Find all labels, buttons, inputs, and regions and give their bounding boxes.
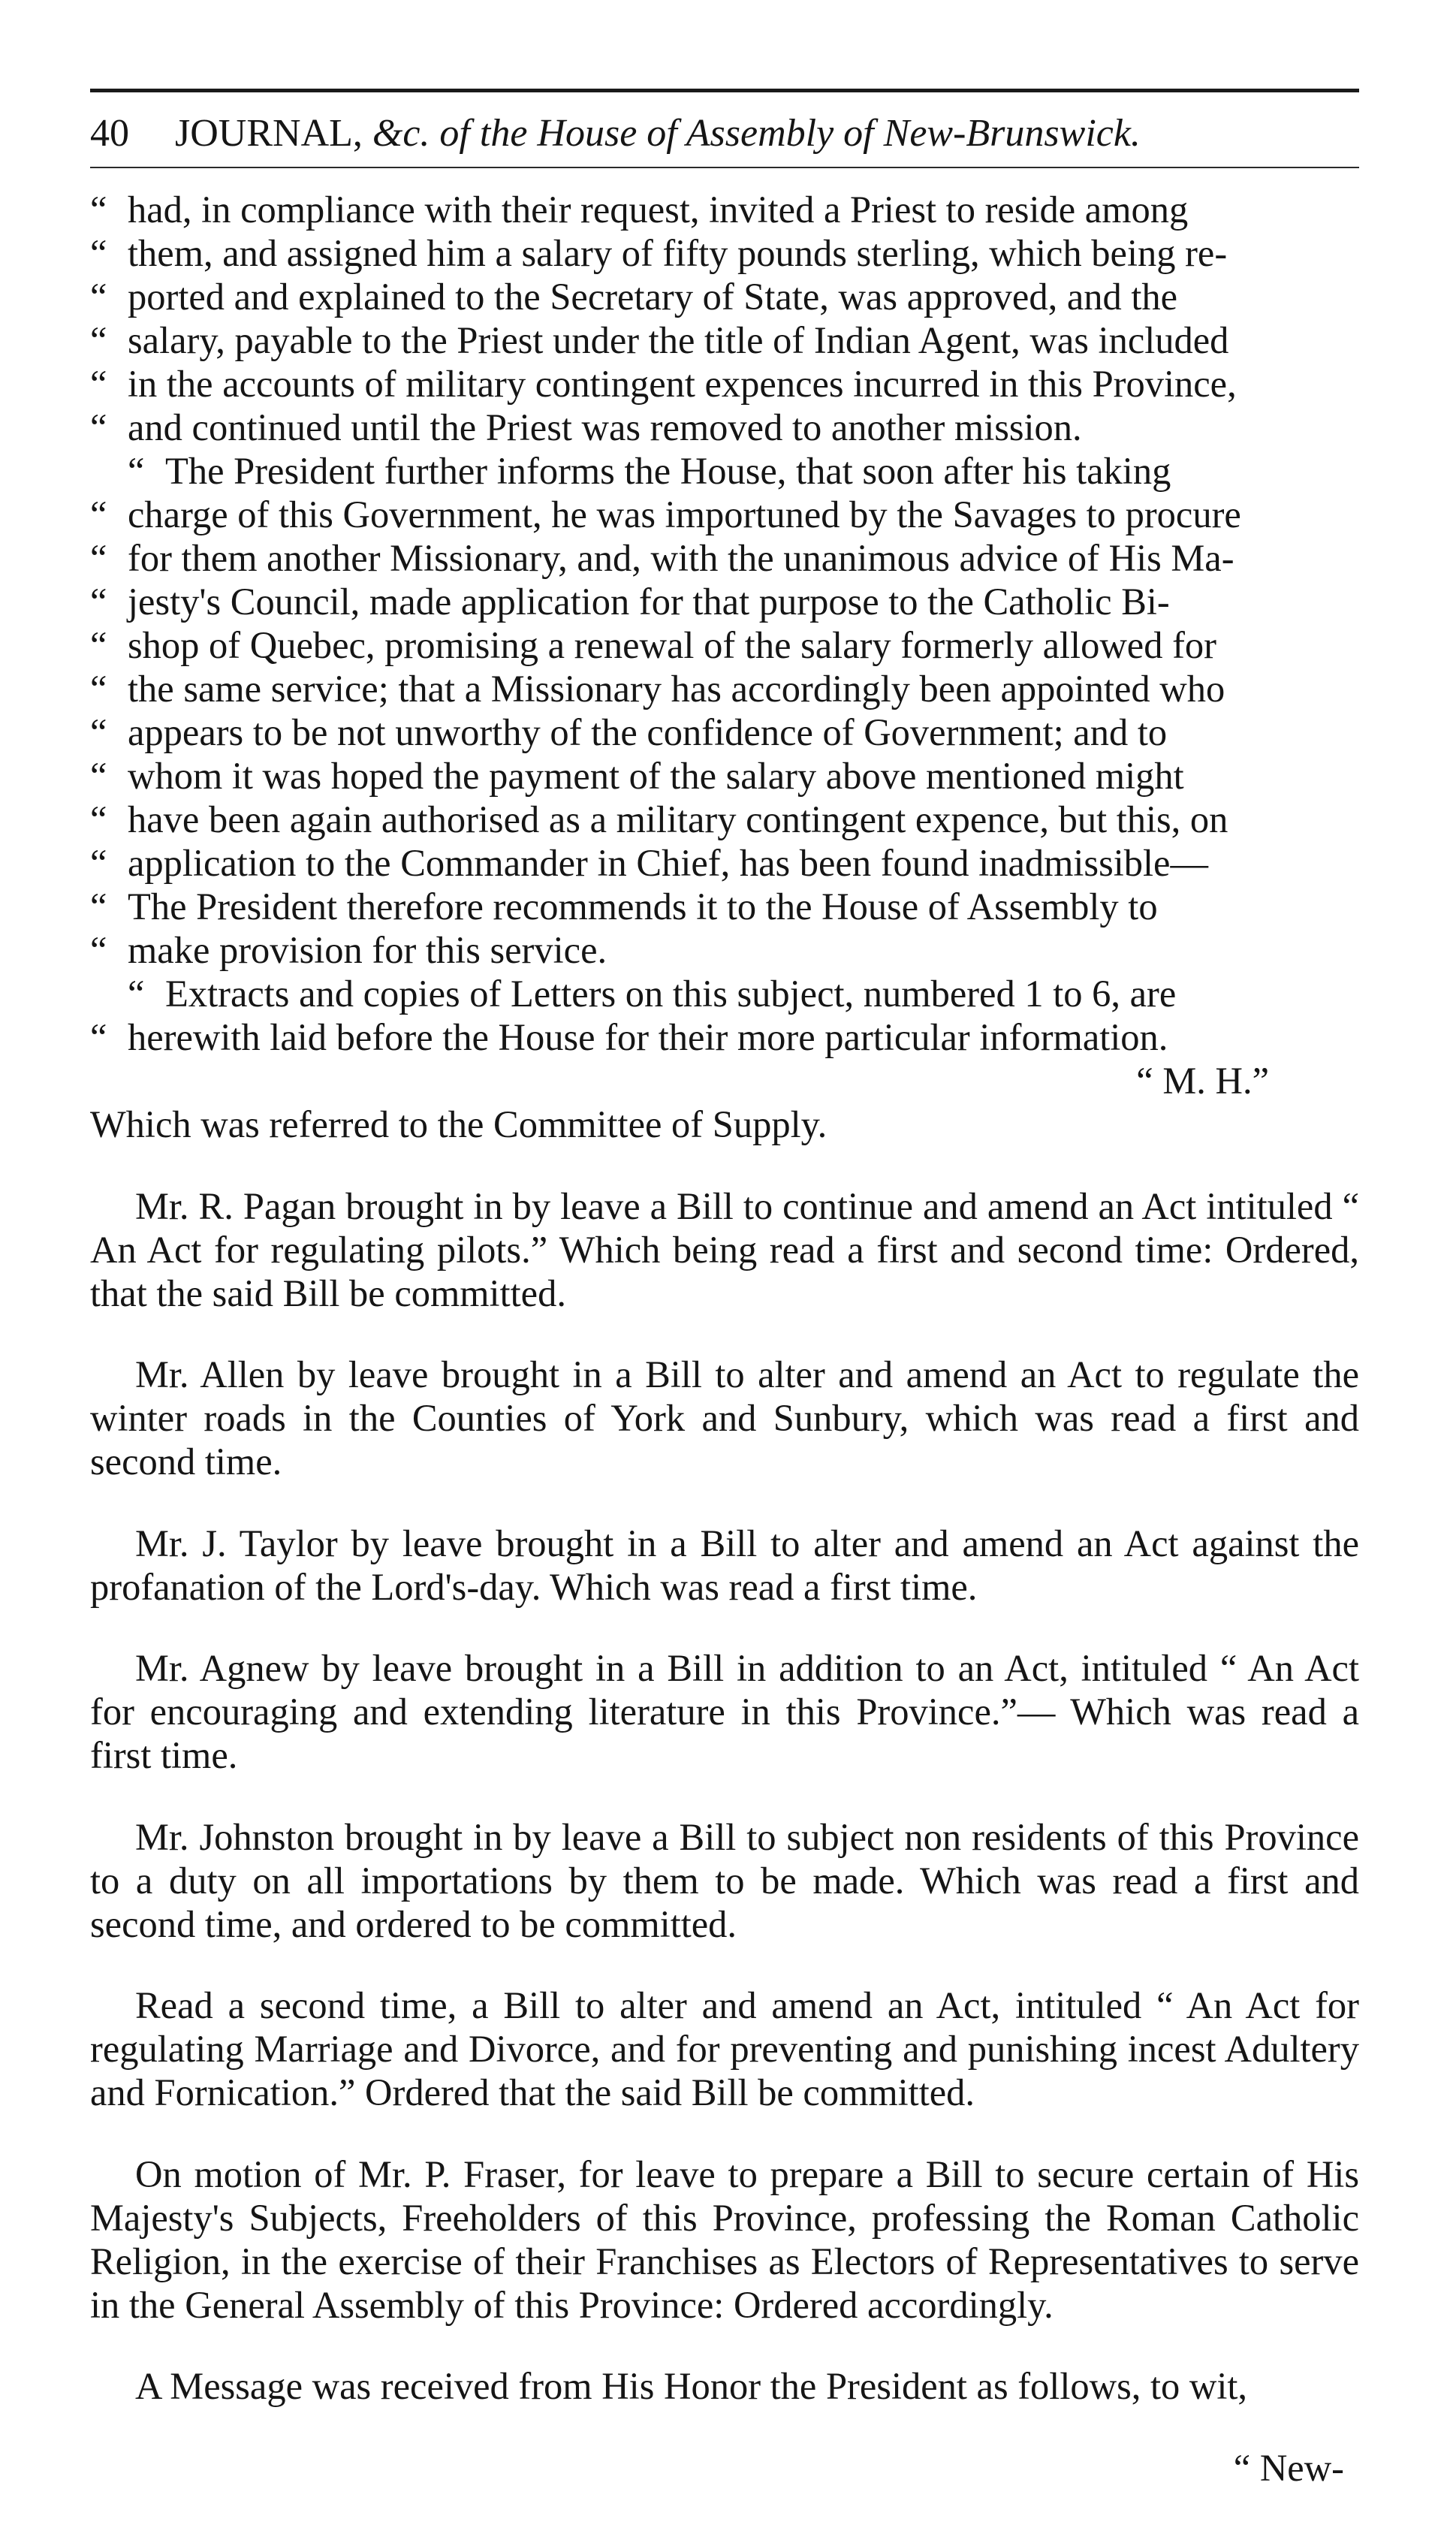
- paragraph-message: A Message was received from His Honor the President as follows, to wit,: [135, 2365, 1248, 2407]
- quoted-line-text: appears to be not unworthy of the confidence of Government; and to: [128, 711, 1168, 753]
- running-header: [90, 107, 1359, 167]
- opening-quote-mark: “: [90, 276, 107, 318]
- quoted-line-text: them, and assigned him a salary of fifty pounds sterling, which being re-: [128, 232, 1228, 274]
- opening-quote-mark: “: [90, 189, 107, 231]
- opening-quote-mark: “: [90, 755, 107, 797]
- paragraph-referred: Which was referred to the Committee of Supply.: [90, 1103, 827, 1145]
- quoted-line: [90, 188, 1359, 231]
- quoted-line-text: herewith laid before the House for their more particular information.: [128, 1016, 1168, 1058]
- opening-quote-mark: “: [90, 929, 107, 971]
- quoted-line: [90, 667, 1359, 710]
- quoted-line-text: in the accounts of military contingent expences incurred in this Province,: [128, 363, 1237, 405]
- signature: “ M. H.”: [1136, 1060, 1269, 1102]
- quoted-line-text: make provision for this service.: [128, 929, 607, 971]
- quoted-line: [90, 710, 1359, 754]
- header-subtitle: [372, 112, 1141, 155]
- quoted-line: [90, 318, 1359, 362]
- paragraph-agnew-bill: Mr. Agnew by leave brought in a Bill in addition to an Act, intituled “ An Act for encouraging and extending literature in this Province.”— Which was read a first time.: [90, 1647, 1359, 1776]
- catchword: “ New-: [1233, 2446, 1344, 2489]
- opening-quote-mark: “: [90, 1016, 107, 1058]
- opening-quote-mark: “: [90, 581, 107, 623]
- header-subtitle-italic: &c. of the House of Assembly of: [372, 112, 884, 155]
- quoted-line-text: jesty's Council, made application for that purpose to the Catholic Bi-: [128, 581, 1170, 623]
- quoted-line: [90, 231, 1359, 275]
- opening-quote-mark: “: [90, 842, 107, 884]
- quoted-line: [90, 493, 1359, 536]
- paragraph-allen-bill: Mr. Allen by leave brought in a Bill to alter and amend an Act to regulate the winter roads in the Counties of York and Sunbury, which was read a first and second time.: [90, 1353, 1359, 1483]
- quoted-line-text: The President further informs the House, that soon after his taking: [165, 450, 1171, 492]
- quoted-line-text: ported and explained to the Secretary of State, was approved, and the: [128, 276, 1178, 318]
- quoted-line: [90, 972, 1359, 1015]
- opening-quote-mark: “: [90, 493, 107, 535]
- opening-quote-mark: “: [128, 973, 145, 1015]
- quoted-line-text: Extracts and copies of Letters on this subject, numbered 1 to 6, are: [165, 973, 1177, 1015]
- quoted-line-text: have been again authorised as a military contingent expence, but this, on: [128, 798, 1228, 840]
- quoted-line-text: for them another Missionary, and, with the unanimous advice of His Ma-: [128, 537, 1234, 579]
- quoted-line: [90, 406, 1359, 449]
- paragraph-johnston-bill: Mr. Johnston brought in by leave a Bill to subject non residents of this Province to a duty on all importations by them to be made. Which was read a first and second time, and ordered to be committed.: [90, 1815, 1359, 1945]
- paragraph-pagan-bill: Mr. R. Pagan brought in by leave a Bill to continue and amend an Act intituled “ An Act for regulating pilots.” Which being read a first and second time: Ordered, that the said Bill be committed.: [90, 1184, 1359, 1314]
- opening-quote-mark: “: [90, 537, 107, 579]
- top-rule: [90, 89, 1359, 92]
- paragraph-fraser-motion: On motion of Mr. P. Fraser, for leave to prepare a Bill to secure certain of His Majesty's Subjects, Freeholders of this Province, professing the Roman Catholic Religion, in the exercise of their Franchises as Electors of Representatives to serve in the General Assembly of this Province: Ordered accordingly.: [90, 2152, 1359, 2326]
- quoted-line: [90, 928, 1359, 972]
- page-number: 40: [90, 112, 129, 155]
- opening-quote-mark: “: [128, 450, 145, 492]
- quoted-line-text: salary, payable to the Priest under the title of Indian Agent, was included: [128, 319, 1229, 361]
- page-body: [90, 188, 1359, 2490]
- opening-quote-mark: “: [90, 624, 107, 666]
- quoted-line-text: had, in compliance with their request, invited a Priest to reside among: [128, 189, 1189, 231]
- quoted-line-text: the same service; that a Missionary has accordingly been appointed who: [128, 668, 1225, 710]
- quoted-line: [90, 536, 1359, 580]
- opening-quote-mark: “: [90, 885, 107, 928]
- opening-quote-mark: “: [90, 711, 107, 753]
- journal-title: JOURNAL,: [175, 112, 363, 155]
- quoted-message: [90, 188, 1359, 1059]
- opening-quote-mark: “: [90, 319, 107, 361]
- opening-quote-mark: “: [90, 406, 107, 448]
- quoted-line: [90, 362, 1359, 406]
- opening-quote-mark: “: [90, 798, 107, 840]
- quoted-line: [90, 798, 1359, 841]
- opening-quote-mark: “: [90, 232, 107, 274]
- paragraph-taylor-bill: Mr. J. Taylor by leave brought in a Bill to alter and amend an Act against the profanation of the Lord's-day. Which was read a first time.: [90, 1522, 1359, 1608]
- quoted-line-text: whom it was hoped the payment of the salary above mentioned might: [128, 755, 1184, 797]
- header-rule: [90, 167, 1359, 168]
- quoted-line-text: shop of Quebec, promising a renewal of the salary formerly allowed for: [128, 624, 1216, 666]
- quoted-line-text: application to the Commander in Chief, has been found inadmissible—: [128, 842, 1208, 884]
- quoted-line: [90, 841, 1359, 885]
- opening-quote-mark: “: [90, 363, 107, 405]
- quoted-line: [90, 623, 1359, 667]
- quoted-line: [90, 449, 1359, 493]
- opening-quote-mark: “: [90, 668, 107, 710]
- paragraph-marriage-bill: Read a second time, a Bill to alter and amend an Act, intituled “ An Act for regulating Marriage and Divorce, and for preventing and punishing incest Adultery and Fornication.” Ordered that the said Bill be committed.: [90, 1984, 1359, 2113]
- quoted-line-text: and continued until the Priest was removed to another mission.: [128, 406, 1082, 448]
- quoted-line: [90, 1015, 1359, 1059]
- header-province: New-Brunswick.: [883, 112, 1141, 155]
- quoted-line: [90, 885, 1359, 928]
- quoted-line: [90, 754, 1359, 798]
- quoted-line: [90, 275, 1359, 318]
- quoted-line: [90, 580, 1359, 623]
- quoted-line-text: charge of this Government, he was importuned by the Savages to procure: [128, 493, 1241, 535]
- quoted-line-text: The President therefore recommends it to the House of Assembly to: [128, 885, 1158, 928]
